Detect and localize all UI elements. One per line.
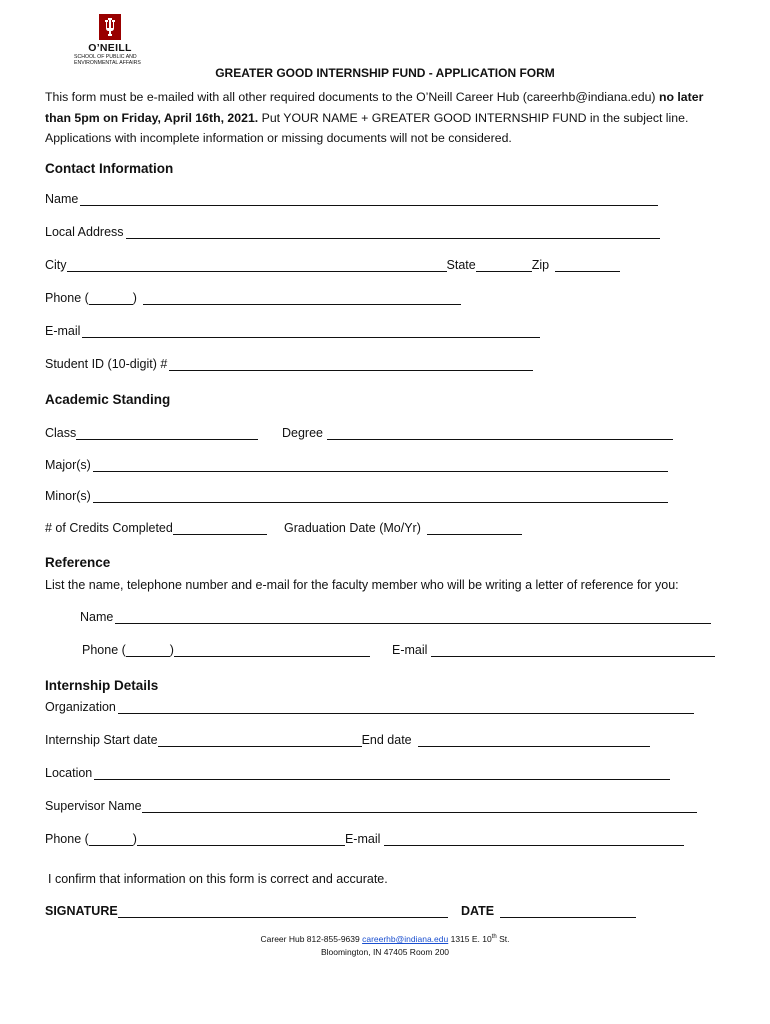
phone-row [45,291,461,305]
reference-name-row [80,610,711,624]
supervisor-field[interactable] [142,799,697,813]
reference-email-row [392,643,715,657]
degree-field[interactable] [327,426,673,440]
student-id-field[interactable] [169,357,533,371]
footer-address-a: 1315 E. 10 [448,933,492,944]
minors-label: Minor(s) [45,489,91,503]
reference-heading: Reference [45,555,111,570]
majors-field[interactable] [93,458,668,472]
footer-line-2: Bloomington, IN 47405 Room 200 [320,947,450,957]
credits-row [45,521,267,535]
date-row [461,904,636,918]
internship-email-label: E-mail [344,832,381,846]
name-field[interactable] [80,192,658,206]
minors-field[interactable] [93,489,668,503]
local-address-field[interactable] [126,225,660,239]
location-row [45,766,670,780]
internship-heading: Internship Details [45,678,159,693]
phone-number-field[interactable] [143,291,461,305]
end-date-field[interactable] [418,733,650,747]
city-field[interactable] [67,258,447,272]
internship-phone-row [45,832,684,846]
date-label: DATE [461,904,495,918]
degree-row [282,426,673,440]
academic-heading: Academic Standing [45,392,171,407]
confirmation-statement: I confirm that information on this form is correct and accurate. [48,872,388,886]
phone-area-field[interactable] [89,291,133,305]
organization-row [45,700,694,714]
state-field[interactable] [476,258,532,272]
graduation-field[interactable] [427,521,522,535]
footer-address-sup: th [491,934,497,940]
reference-email-label: E-mail [392,643,428,657]
start-date-row [45,733,650,747]
signature-field[interactable] [118,904,448,918]
footer-phone: Career Hub 812-855-9639 [260,933,363,944]
city-label: City [45,258,67,272]
credits-field[interactable] [173,521,267,535]
location-field[interactable] [94,766,670,780]
internship-phone-number-field[interactable] [137,832,345,846]
zip-label: Zip [531,258,550,272]
location-label: Location [45,766,93,780]
reference-name-field[interactable] [115,610,711,624]
reference-instruction: List the name, telephone number and e-mail for the faculty member who will be writing a letter of reference for you: [45,578,679,592]
class-field[interactable] [76,426,258,440]
majors-row [45,458,668,472]
internship-email-field[interactable] [384,832,684,846]
footer-email-link[interactable]: careerhb@indiana.edu [362,933,449,944]
supervisor-label: Supervisor Name [45,799,142,813]
intro-text-1: This form must be e-mailed with all other required documents to the O’Neill Career Hub (careerhb@indiana.edu) [45,90,659,104]
internship-phone-close-paren: ) [132,832,137,846]
majors-label: Major(s) [45,458,91,472]
local-address-row [45,225,660,239]
graduation-row [284,521,522,535]
student-id-row [45,357,533,371]
zip-field[interactable] [555,258,620,272]
class-label: Class [45,426,77,440]
footer-address-b: St. [496,933,510,944]
footer-line-1 [0,930,770,946]
organization-label: Organization [45,700,116,714]
internship-phone-area-field[interactable] [89,832,133,846]
end-date-label: End date [361,733,412,747]
name-row [45,192,658,206]
student-id-label: Student ID (10-digit) # [45,357,168,371]
graduation-label: Graduation Date (Mo/Yr) [284,521,421,535]
city-row [45,258,620,272]
phone-label: Phone ( [45,291,89,305]
logo-name: O’NEILL [88,42,132,54]
organization-field[interactable] [118,700,694,714]
reference-email-field[interactable] [431,643,715,657]
reference-name-label: Name [80,610,114,624]
intro-deadline: no later than 5pm on Friday, April 16th, 2021. [45,90,704,125]
internship-phone-label: Phone ( [45,832,89,846]
reference-phone-label: Phone ( [82,643,126,657]
reference-phone-number-field[interactable] [174,643,370,657]
form-title: GREATER GOOD INTERNSHIP FUND - APPLICATION FORM [215,66,555,80]
supervisor-row [45,799,697,813]
email-field[interactable] [82,324,540,338]
phone-close-paren: ) [132,291,137,305]
iu-trident-icon [99,14,121,40]
local-address-label: Local Address [45,225,124,239]
reference-phone-close-paren: ) [169,643,174,657]
credits-label: # of Credits Completed [45,521,173,535]
email-row [45,324,540,338]
signature-row [45,904,448,918]
name-label: Name [45,192,79,206]
reference-phone-area-field[interactable] [126,643,170,657]
intro-paragraph [45,87,725,149]
logo-subtitle-2: ENVIRONMENTAL AFFAIRS [74,60,141,66]
intro-text-2: Put YOUR NAME + GREATER GOOD INTERNSHIP FUND in the subject line. Applications with incomplete information or missing documents will not be considered. [45,110,689,145]
email-label: E-mail [45,324,81,338]
reference-phone-row [82,643,370,657]
start-date-label: Internship Start date [45,733,158,747]
signature-label: SIGNATURE [45,904,118,918]
logo-subtitle-1: SCHOOL OF PUBLIC AND [74,54,137,60]
minors-row [45,489,668,503]
class-row [45,426,258,440]
degree-label: Degree [282,426,323,440]
date-field[interactable] [500,904,636,918]
state-label: State [446,258,476,272]
start-date-field[interactable] [158,733,362,747]
contact-heading: Contact Information [45,161,174,176]
oneill-logo [72,14,148,66]
